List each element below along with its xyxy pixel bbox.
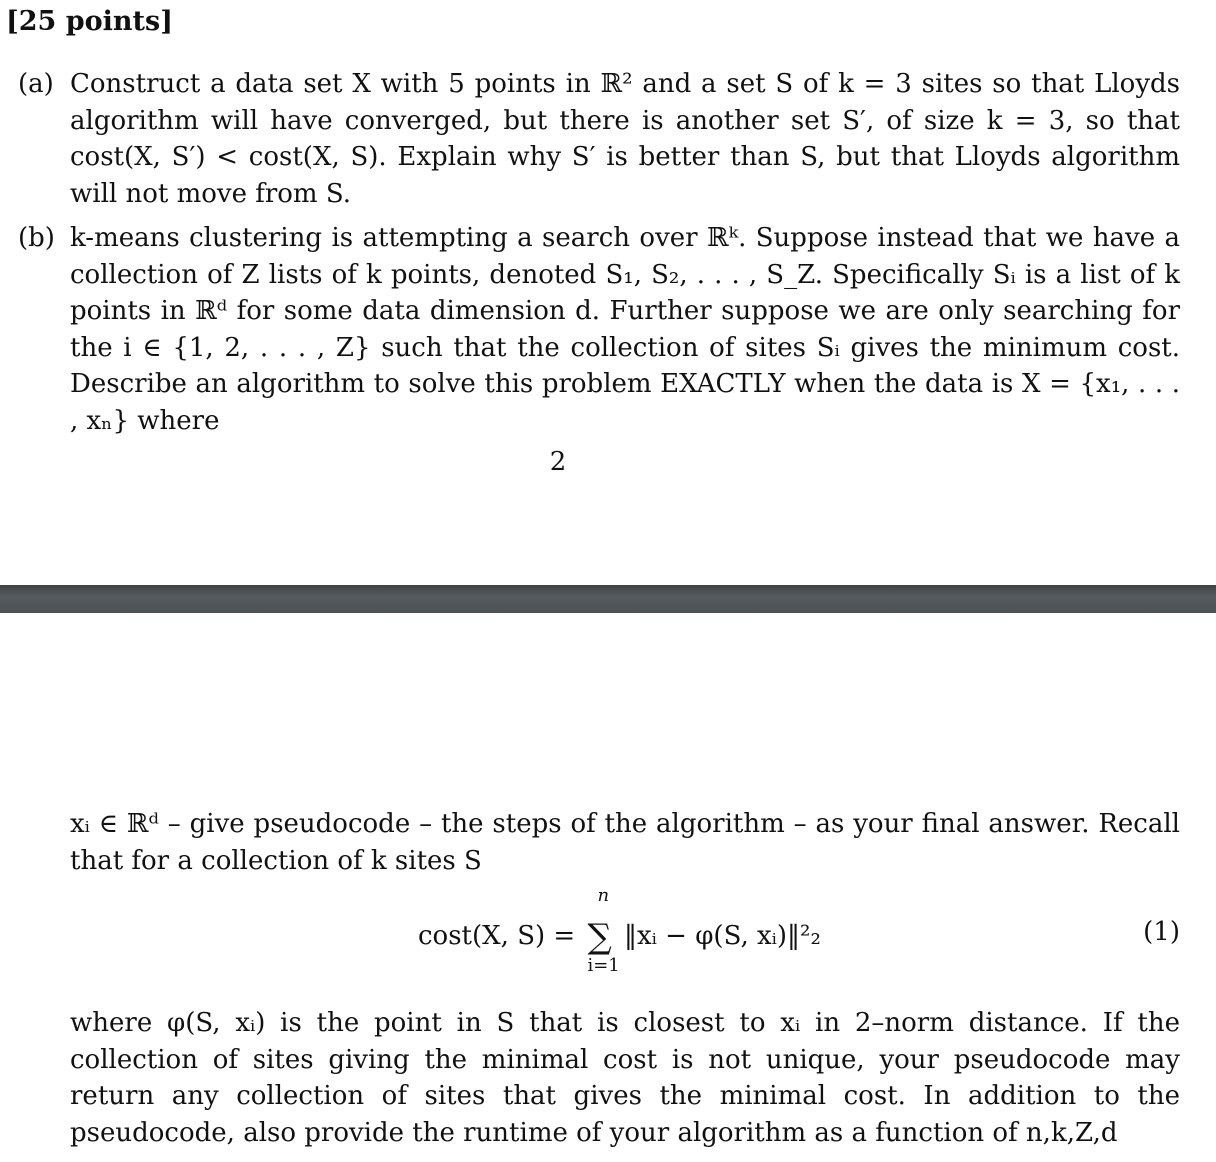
part-a: [18, 66, 1180, 212]
part-b-label: (b): [18, 223, 55, 253]
equation-formula: [418, 885, 821, 976]
part-a-text: Construct a data set X with 5 points in ℝ² and a set S of k = 3 sites so that Lloyds algorithm will have converged, but there is another set S′, of size k = 3, so that cost(X, S′) < cost(X, S). Explain why S′ is better than S, but that Lloyds algorithm will not move from S.: [70, 69, 1180, 209]
points-heading: [25 points]: [6, 6, 173, 37]
part-b-text: k-means clustering is attempting a search over ℝᵏ. Suppose instead that we have a collection of Z lists of k points, denoted S₁, S₂, . . . , S_Z. Specifically Sᵢ is a list of k points in ℝᵈ for some data dimension d. Further suppose we are only searching for the i ∈ {1, 2, . . . , Z} such that the collection of sites Sᵢ gives the minimum cost. Describe an algorithm to solve this problem EXACTLY when the data is X = {x₁, . . . , xₙ} where: [70, 223, 1180, 436]
cost-equation: [0, 885, 1216, 995]
sum-upper-limit: n: [597, 885, 610, 906]
closing-text: where φ(S, xᵢ) is the point in S that is closest to xᵢ in 2–norm distance. If the collection of sites giving the minimal cost is not unique, your pseudocode may return any collection of sites that gives the minimal cost. In addition to the pseudocode, also provide the runtime of your algorithm as a function of n,k,Z,d: [70, 1008, 1180, 1148]
summation-symbol: ∑ n i=1: [587, 885, 620, 976]
equation-number: (1): [1143, 917, 1180, 947]
page-separator: [0, 585, 1216, 613]
sum-lower-limit: i=1: [587, 955, 620, 976]
page-bottom: [0, 613, 1216, 1162]
equation-lhs: cost(X, S) =: [418, 921, 576, 951]
continuation-text: xᵢ ∈ ℝᵈ – give pseudocode – the steps of the algorithm – as your final answer. Recall that for a collection of k sites S: [70, 809, 1180, 876]
equation-body: ‖xᵢ − φ(S, xᵢ)‖²₂: [624, 921, 821, 951]
part-b: [18, 220, 1180, 439]
page-number: 2: [549, 447, 567, 477]
part-a-label: (a): [18, 69, 54, 99]
